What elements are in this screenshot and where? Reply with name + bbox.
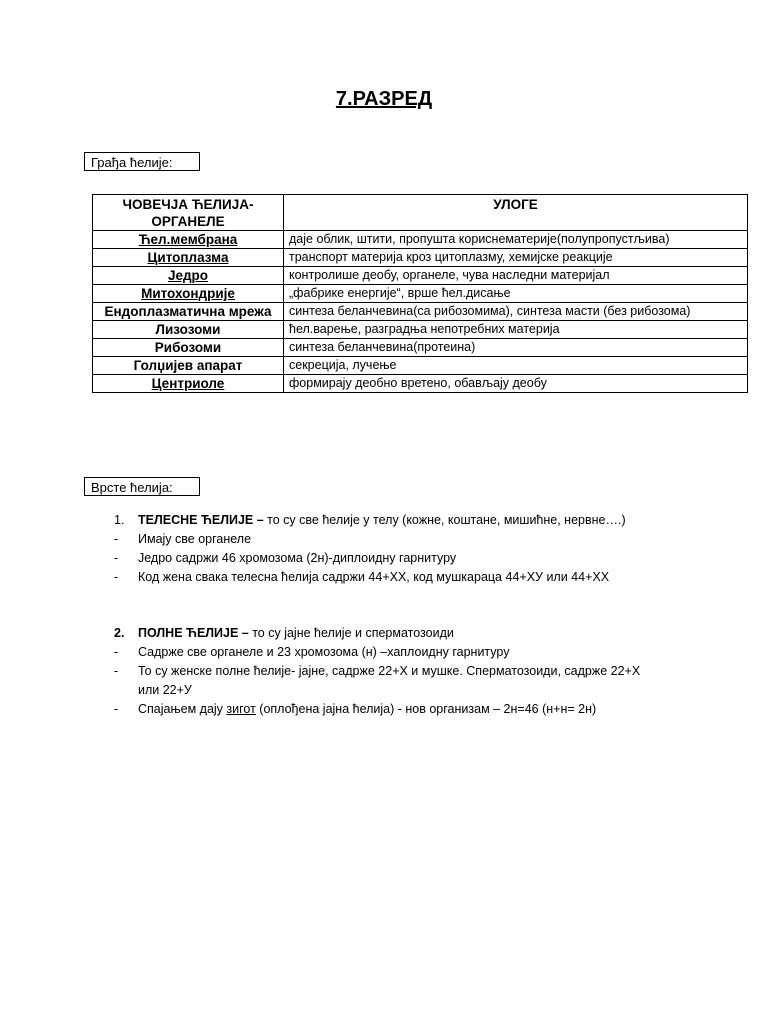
table-row: [93, 357, 748, 375]
list-number: 2.: [114, 626, 125, 640]
list-item: [114, 662, 640, 681]
list-heading: ТЕЛЕСНЕ ЋЕЛИЈЕ –: [138, 513, 264, 527]
organelle-role: транспорт материја кроз цитоплазму, хемијске реакције: [284, 249, 748, 267]
table-header-organelles: ЧОВЕЧЈА ЋЕЛИЈА-ОРГАНЕЛЕ: [93, 195, 284, 231]
somatic-cells-list: [114, 511, 626, 587]
sex-cells-list: [114, 624, 640, 719]
bullet-dash: -: [114, 645, 119, 659]
table-row: [93, 267, 748, 285]
organelle-name: Ендоплазматична мрежа: [93, 303, 284, 321]
list-item: [114, 549, 626, 568]
list-item: [114, 568, 626, 587]
organelle-name: Рибозоми: [93, 339, 284, 357]
section-label-cell-types: Врсте ћелија:: [84, 477, 200, 496]
organelle-role: даје облик, штити, пропушта кориснематерије(полупропустљива): [284, 231, 748, 249]
organelle-name: Голџијев апарат: [93, 357, 284, 375]
organelle-role: синтеза беланчевина(са рибозомима), синтеза масти (без рибозома): [284, 303, 748, 321]
list-item: [114, 511, 626, 530]
organelle-name: Цитоплазма: [93, 249, 284, 267]
organelle-name: Једро: [93, 267, 284, 285]
table-row: [93, 231, 748, 249]
bullet-text: Имају све органеле: [138, 532, 252, 546]
bullet-dash: -: [114, 551, 119, 565]
organelle-role: секреција, лучење: [284, 357, 748, 375]
bullet-dash: -: [114, 664, 119, 678]
organelle-role: „фабрике енергије“, врше ћел.дисање: [284, 285, 748, 303]
bullet-text: Једро садржи 46 хромозома (2н)-диплоидну гарнитуру: [138, 551, 457, 565]
organelle-name: Лизозоми: [93, 321, 284, 339]
list-item: [114, 700, 640, 719]
zygote-term: зигот: [226, 702, 256, 716]
table-row: [93, 303, 748, 321]
organelle-table: [92, 194, 748, 393]
page-title: 7.РАЗРЕД: [335, 88, 433, 110]
table-row: [93, 249, 748, 267]
table-row: [93, 285, 748, 303]
bullet-text: То су женске полне ћелије- јајне, садрже 22+Х и мушке. Сперматозоиди, садрже 22+Х: [138, 664, 641, 678]
section-label-cell-structure: Грађа ћелије:: [84, 152, 200, 171]
table-header-roles: УЛОГЕ: [284, 195, 748, 231]
organelle-name: Центриоле: [93, 375, 284, 393]
organelle-name: Ћел.мембрана: [93, 231, 284, 249]
bullet-text-pre: Спајањем дају: [138, 702, 227, 716]
list-item: [114, 624, 640, 643]
organelle-role: контролише деобу, органеле, чува наследни материјал: [284, 267, 748, 285]
table-row: [93, 375, 748, 393]
bullet-dash: -: [114, 570, 119, 584]
list-intro: то су све ћелије у телу (кожне, коштане, мишићне, нервне….): [263, 513, 626, 527]
bullet-text: Садрже све органеле и 23 хромозома (н) –хаплоидну гарнитуру: [138, 645, 510, 659]
table-row: [93, 321, 748, 339]
bullet-text: Код жена свака телесна ћелија садржи 44+ХХ, код мушкараца 44+ХУ или 44+ХХ: [138, 570, 610, 584]
organelle-role: ћел.варење, разградња непотребних материја: [284, 321, 748, 339]
list-item: [114, 643, 640, 662]
bullet-dash: -: [114, 532, 119, 546]
table-row: [93, 339, 748, 357]
list-item-continuation: [114, 681, 640, 700]
bullet-text-post: (оплођена јајна ћелија) - нов организам – 2н=46 (н+н= 2н): [255, 702, 597, 716]
organelle-role: синтеза беланчевина(протеина): [284, 339, 748, 357]
list-heading: ПОЛНЕ ЋЕЛИЈЕ –: [138, 626, 249, 640]
bullet-text: или 22+У: [138, 683, 192, 697]
bullet-dash: -: [114, 702, 119, 716]
list-intro: то су јајне ћелије и сперматозоиди: [248, 626, 454, 640]
organelle-name: Митохондрије: [93, 285, 284, 303]
list-item: [114, 530, 626, 549]
organelle-role: формирају деобно вретено, обављају деобу: [284, 375, 748, 393]
list-number: 1.: [114, 513, 125, 527]
